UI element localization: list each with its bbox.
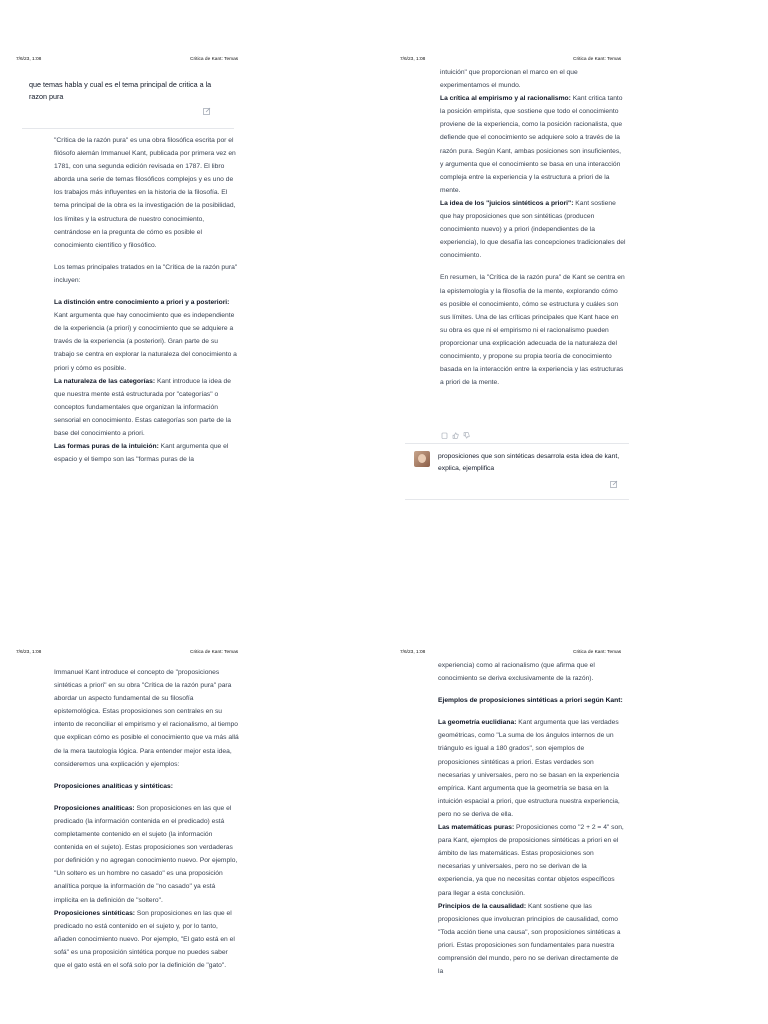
- page-header-title: Critica de Kant: Temas: [190, 650, 239, 655]
- pdf-page-4: [384, 512, 768, 1024]
- page-header-title: Critica de Kant: Temas: [573, 57, 622, 62]
- list-item-text: Son proposiciones en las que el predicado no está contenido en el sujeto y, por lo tanto, añaden conocimiento nuevo. Por ejemplo, "El gato está en el sofá" es una proposición sintética porque no puedes saber que el gato está en el sofá solo por la definición de "gato".: [54, 909, 235, 969]
- response-paragraph: Los temas principales tratados en la "Crítica de la razón pura" incluyen:: [54, 263, 238, 284]
- list-item-title: Principios de la causalidad:: [438, 902, 527, 910]
- list-item-title: La crítica al empirismo y al racionalismo:: [440, 95, 571, 103]
- list-item-title: La distinción entre conocimiento a priori y a posteriori:: [54, 299, 230, 307]
- response-paragraph: En resumen, la "Crítica de la razón pura" de Kant se centra en la epistemología y la filosofía de la mente, explorando cómo es posible el conocimiento, cómo se estructura y cuáles son sus límites. Una de las críticas principales que Kant hace en su obra es que ni el empirismo ni el racionalismo pueden proporcionar una explicación adecuada de la naturaleza del conocimiento, y propone su propia teoría de conocimiento basada en la interacción entre la experiencia y las estructuras a priori de la mente.: [440, 274, 625, 387]
- page-header-date: 7/6/23, 1:08: [16, 650, 42, 655]
- response-paragraph: Immanuel Kant introduce el concepto de "proposiciones sintéticas a priori" en su obra "Crítica de la razón pura" para abordar un aspecto fundamental de su filosofía epistemológica. Estas proposiciones son centrales en su intento de reconciliar el empirismo y el racionalismo, al tiempo que explican cómo es posible el conocimiento que va más allá de la mera tautología lógica. Para entender mejor esta idea, consideremos una explicación y ejemplos:: [54, 669, 239, 768]
- assistant-response: [440, 66, 626, 389]
- list-item-text: Proposiciones como "2 + 2 = 4" son, para Kant, ejemplos de proposiciones sintéticas a priori en el ámbito de las matemáticas. Estas proposiciones son necesarias y universales, pero no se derivan de la experiencia, ya que no necesitas contar objetos específicos para llegar a esta conclusión.: [438, 824, 624, 897]
- assistant-response: [54, 134, 239, 466]
- list-item-text: Kant argumenta que las verdades geométricas, como "La suma de los ángulos internos de un triángulo es igual a 180 grados", son ejemplos de proposiciones sintéticas a priori. Estas verdades son necesarias y universales, pero no se basan en la experiencia empírica. Kant argumenta que la geometría se basa en la intuición espacial a priori, que estructura nuestra experiencia, pero no se deriva de ella.: [438, 719, 620, 818]
- list-item: [438, 900, 624, 979]
- list-item: [54, 375, 239, 440]
- section-heading: Proposiciones analíticas y sintéticas:: [54, 782, 173, 790]
- list-item-text: Kant critica tanto la posición empirista, que sostiene que todo el conocimiento proviene de la experiencia, como la posición racionalista, que defiende que el conocimiento se adquiere solo a través de la razón pura. Según Kant, ambas posiciones son insuficientes, y argumenta que el conocimiento se basa en una interacción compleja entre la experiencia y la estructura a priori de la mente.: [440, 95, 623, 194]
- assistant-response: [438, 659, 624, 978]
- list-item: [438, 821, 624, 900]
- user-question: que temas habla y cual es el tema principal de critica a la razon pura: [29, 80, 212, 101]
- pdf-page-3: [0, 512, 384, 1024]
- response-paragraph: "Crítica de la razón pura" es una obra filosófica escrita por el filósofo alemán Immanuel Kant, publicada por primera vez en 1781, con una segunda edición revisada en 1787. El libro aborda una serie de temas filosóficos complejos y es uno de los trabajos más influyentes en la historia de la filosofía. El tema principal de la obra es la investigación de la posibilidad, los límites y la estructura de nuestro conocimiento, centrándose en la pregunta de cómo es posible el conocimiento científico y filosófico.: [54, 137, 236, 249]
- list-item-text: Kant argumenta que el espacio y el tiempo son las "formas puras de la: [54, 443, 229, 464]
- edit-icon[interactable]: [610, 480, 618, 488]
- list-item: [54, 802, 240, 907]
- pdf-page-1: [0, 0, 384, 512]
- page-header-date: 7/6/23, 1:08: [400, 57, 426, 62]
- response-paragraph: experiencia) como al racionalismo (que afirma que el conocimiento se deriva exclusivamente de la razón).: [438, 662, 595, 683]
- list-item-text: Kant introduce la idea de que nuestra mente está estructurada por "categorías" o conceptos fundamentales que organizan la información sensorial en conocimiento. Estas categorías son parte de la base del conocimiento a priori.: [54, 377, 231, 437]
- list-item-title: Las matemáticas puras:: [438, 824, 515, 832]
- message-separator: [22, 128, 234, 129]
- user-avatar: [414, 451, 430, 467]
- copy-icon[interactable]: [441, 426, 448, 433]
- feedback-toolbar: [441, 426, 470, 433]
- list-item: [54, 907, 240, 972]
- list-item-title: La naturaleza de las categorías:: [54, 377, 156, 385]
- list-item: [54, 440, 239, 466]
- list-item-title: La idea de los "juicios sintéticos a priori":: [440, 199, 574, 207]
- list-item-title: Las formas puras de la intuición:: [54, 443, 159, 451]
- list-item: [54, 296, 239, 375]
- list-item-title: Proposiciones sintéticas:: [54, 909, 136, 917]
- message-separator: [405, 499, 629, 500]
- message-separator: [405, 443, 629, 444]
- user-question: proposiciones que son sintéticas desarrola esta idea de kant, explica, ejemplifica: [438, 453, 620, 472]
- list-item: [438, 716, 624, 821]
- edit-icon[interactable]: [203, 107, 211, 115]
- list-item-text: Kant sostiene que las proposiciones que involucran principios de causalidad, como "Toda acción tiene una causa", son proposiciones sintéticas a priori. Estas proposiciones son fundamentales para nuestra comprensión del mundo, pero no se derivan directamente de la: [438, 902, 621, 976]
- list-item-title: La geometría euclidiana:: [438, 719, 517, 727]
- page-header-title: Critica de Kant: Temas: [190, 57, 239, 62]
- list-item-text: Kant argumenta que hay conocimiento que es independiente de la experiencia (a priori) y conocimiento que se adquiere a través de la experiencia (a posteriori). Gran parte de su trabajo se centra en explorar la naturaleza del conocimiento a priori y cómo es posible.: [54, 312, 237, 372]
- page-header-date: 7/6/23, 1:08: [400, 650, 426, 655]
- list-item-text: Kant sostiene que hay proposiciones que son sintéticas (producen conocimiento nuevo) y a priori (independientes de la experiencia), lo que desafía las concepciones tradicionales del conocimiento.: [440, 199, 626, 260]
- assistant-response: [54, 666, 240, 972]
- list-item: [440, 197, 626, 262]
- thumbs-down-icon[interactable]: [463, 426, 470, 433]
- section-heading: Ejemplos de proposiciones sintéticas a priori según Kant:: [438, 697, 623, 705]
- response-paragraph: intuición" que proporcionan el marco en el que experimentamos el mundo.: [440, 69, 578, 90]
- list-item: [440, 92, 626, 197]
- page-header-date: 7/6/23, 1:08: [16, 57, 42, 62]
- list-item-text: Son proposiciones en las que el predicado (la información contenida en el predicado) está completamente contenido en el sujeto (la información contenida en el sujeto). Estas proposiciones son verdaderas por definición y no agregan conocimiento nuevo. Por ejemplo, "Un soltero es un hombre no casado" es una proposición analítica porque la información de "no casado" ya está implícita en la definición de "soltero".: [54, 804, 238, 904]
- page-header-title: Critica de Kant: Temas: [573, 650, 622, 655]
- list-item-title: Proposiciones analíticas:: [54, 804, 135, 812]
- thumbs-up-icon[interactable]: [452, 426, 459, 433]
